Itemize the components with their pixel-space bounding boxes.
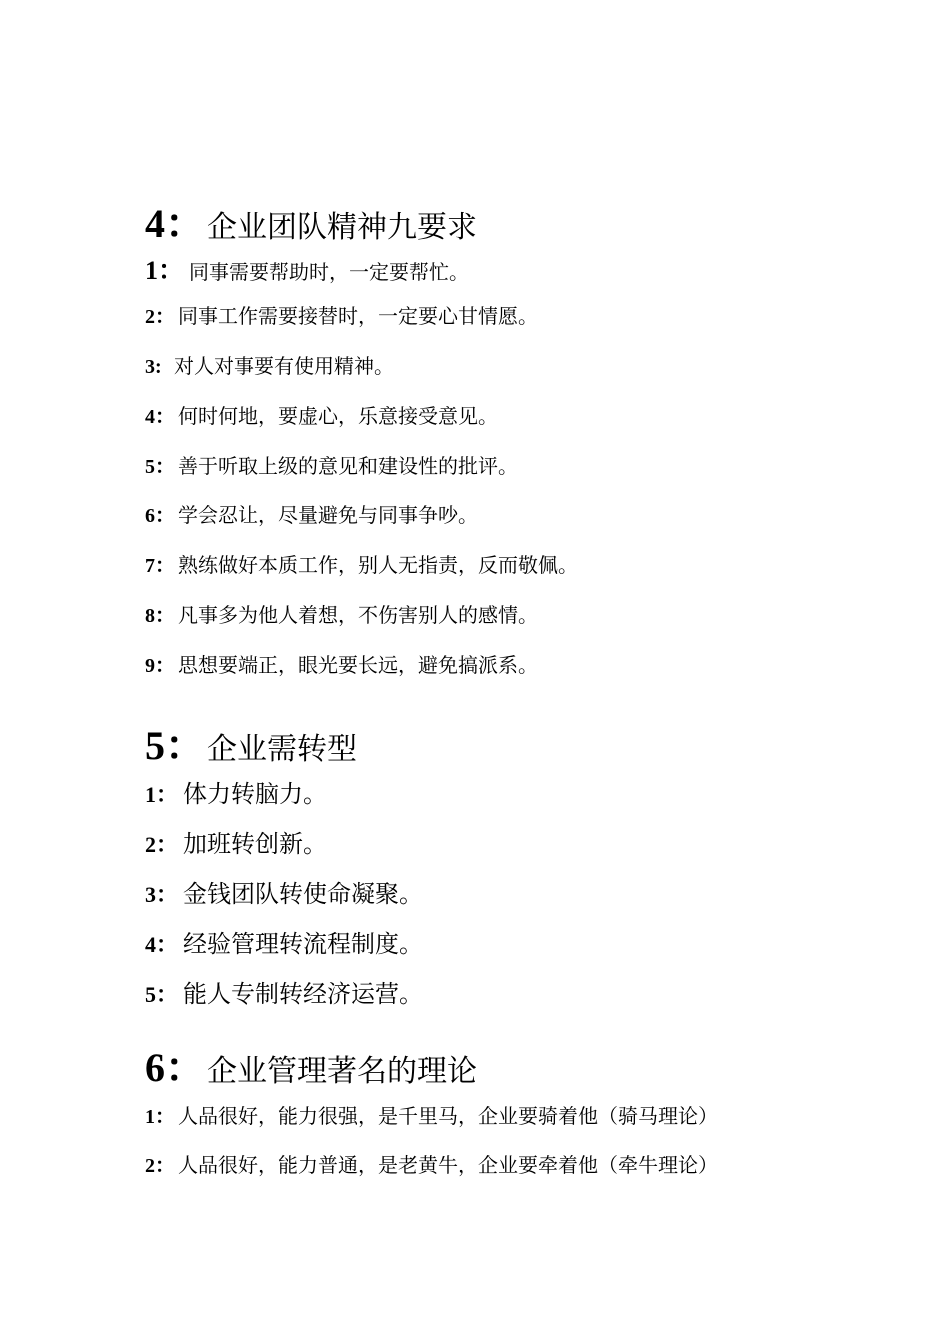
section-heading [145, 714, 905, 768]
item-text: 加班转创新。 [183, 830, 327, 858]
section-heading [145, 192, 905, 246]
item-text: 经验管理转流程制度。 [183, 930, 423, 958]
item-number: 8： [145, 605, 175, 628]
list-item [145, 874, 905, 924]
section-transformation [145, 714, 905, 1024]
item-text: 学会忍让，尽量避免与同事争吵。 [178, 503, 478, 528]
item-text: 体力转脑力。 [183, 780, 327, 808]
list-item [145, 774, 905, 824]
list-item [145, 499, 905, 549]
item-number: 1： [145, 1106, 175, 1128]
list-item [145, 250, 905, 300]
list-item [145, 350, 905, 400]
item-number: 4： [145, 405, 175, 428]
list-item [145, 450, 905, 500]
item-text: 能人专制转经济运营。 [183, 980, 423, 1008]
item-text: 人品很好，能力普通，是老黄牛，企业要牵着他（牵牛理论） [178, 1153, 718, 1177]
list-item [145, 824, 905, 874]
item-list [145, 1100, 905, 1198]
list-item [145, 400, 905, 450]
item-text: 同事需要帮助时，一定要帮忙。 [189, 260, 469, 284]
item-number: 7： [145, 555, 175, 578]
section-number: 4： [145, 201, 205, 246]
section-heading [145, 1036, 905, 1090]
item-number: 1： [145, 256, 185, 285]
item-number: 4： [145, 932, 179, 957]
list-item [145, 599, 905, 649]
list-item [145, 300, 905, 350]
list-item [145, 649, 905, 699]
item-text: 善于听取上级的意见和建设性的批评。 [178, 453, 518, 478]
item-text: 何时何地，要虚心，乐意接受意见。 [178, 403, 498, 428]
item-text: 思想要端正，眼光要长远，避免搞派系。 [178, 653, 538, 678]
item-number: 3: [145, 355, 162, 378]
item-text: 金钱团队转使命凝聚。 [183, 880, 423, 908]
item-number: 5： [145, 455, 175, 478]
item-number: 2： [145, 1155, 175, 1177]
item-number: 2： [145, 305, 175, 328]
item-text: 对人对事要有使用精神。 [174, 353, 394, 378]
section-title: 企业管理著名的理论 [207, 1054, 477, 1089]
section-management-theories [145, 1036, 905, 1198]
list-item [145, 974, 905, 1024]
section-title: 企业需转型 [207, 732, 357, 767]
section-number: 6： [145, 1045, 205, 1090]
item-number: 5： [145, 982, 179, 1007]
item-number: 1： [145, 782, 179, 807]
item-text: 熟练做好本质工作，别人无指责，反而敬佩。 [178, 553, 578, 578]
list-item [145, 549, 905, 599]
item-number: 2： [145, 832, 179, 857]
section-title: 企业团队精神九要求 [207, 210, 477, 245]
item-number: 3： [145, 882, 179, 907]
section-number: 5： [145, 723, 205, 768]
item-list [145, 250, 905, 699]
item-number: 9： [145, 655, 175, 678]
item-number: 6： [145, 505, 175, 528]
list-item [145, 924, 905, 974]
section-team-spirit [145, 192, 905, 699]
item-text: 人品很好，能力很强，是千里马，企业要骑着他（骑马理论） [178, 1104, 718, 1128]
list-item [145, 1100, 905, 1149]
item-list [145, 774, 905, 1024]
item-text: 凡事多为他人着想，不伤害别人的感情。 [178, 603, 538, 628]
list-item [145, 1149, 905, 1198]
item-text: 同事工作需要接替时，一定要心甘情愿。 [178, 303, 538, 328]
